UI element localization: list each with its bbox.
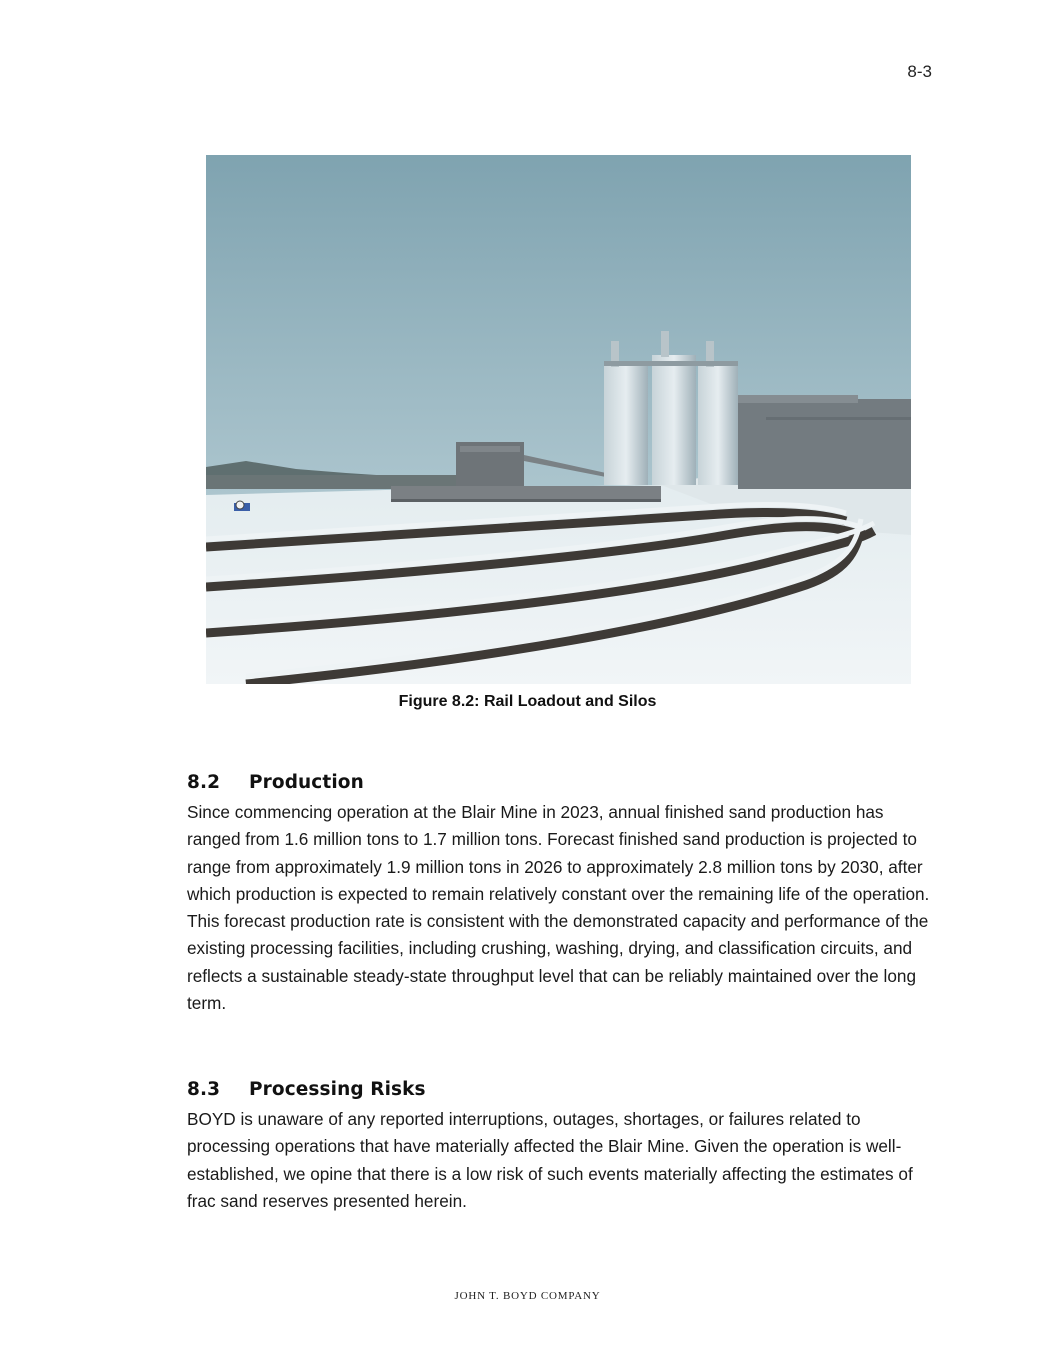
figure-photo-rail-loadout-silos: [206, 155, 911, 684]
section-processing-risks: [187, 1079, 937, 1215]
section-heading: [187, 772, 937, 793]
section-title: Production: [249, 772, 364, 793]
section-title: Processing Risks: [249, 1079, 426, 1100]
footer-company-name: JOHN T. BOYD COMPANY: [454, 1290, 601, 1302]
section-heading: [187, 1079, 937, 1100]
photo-illustration: [206, 155, 911, 684]
page-number: 8-3: [907, 62, 932, 81]
section-body: BOYD is unaware of any reported interruptions, outages, shortages, or failures related to processing operations that have materially affected the Blair Mine. Given the operation is well-established, we opine that there is a low risk of such events materially affecting the estimates of frac sand reserves presented herein.: [187, 1109, 913, 1211]
section-number: 8.2: [187, 772, 221, 793]
section-production: [187, 772, 937, 1017]
section-body: Since commencing operation at the Blair Mine in 2023, annual finished sand production has ranged from 1.6 million tons to 1.7 million tons. Forecast finished sand production is projected to range from approximately 1.9 million tons in 2026 to approximately 2.8 million tons by 2030, after which production is expected to remain relatively constant over the remaining life of the operation. This forecast production rate is consistent with the demonstrated capacity and performance of the existing processing facilities, including crushing, washing, drying, and classification circuits, and reflects a sustainable steady-state throughput level that can be reliably maintained over the long term.: [187, 802, 930, 1014]
figure-caption: Figure 8.2: Rail Loadout and Silos: [398, 693, 657, 710]
section-number: 8.3: [187, 1079, 221, 1100]
